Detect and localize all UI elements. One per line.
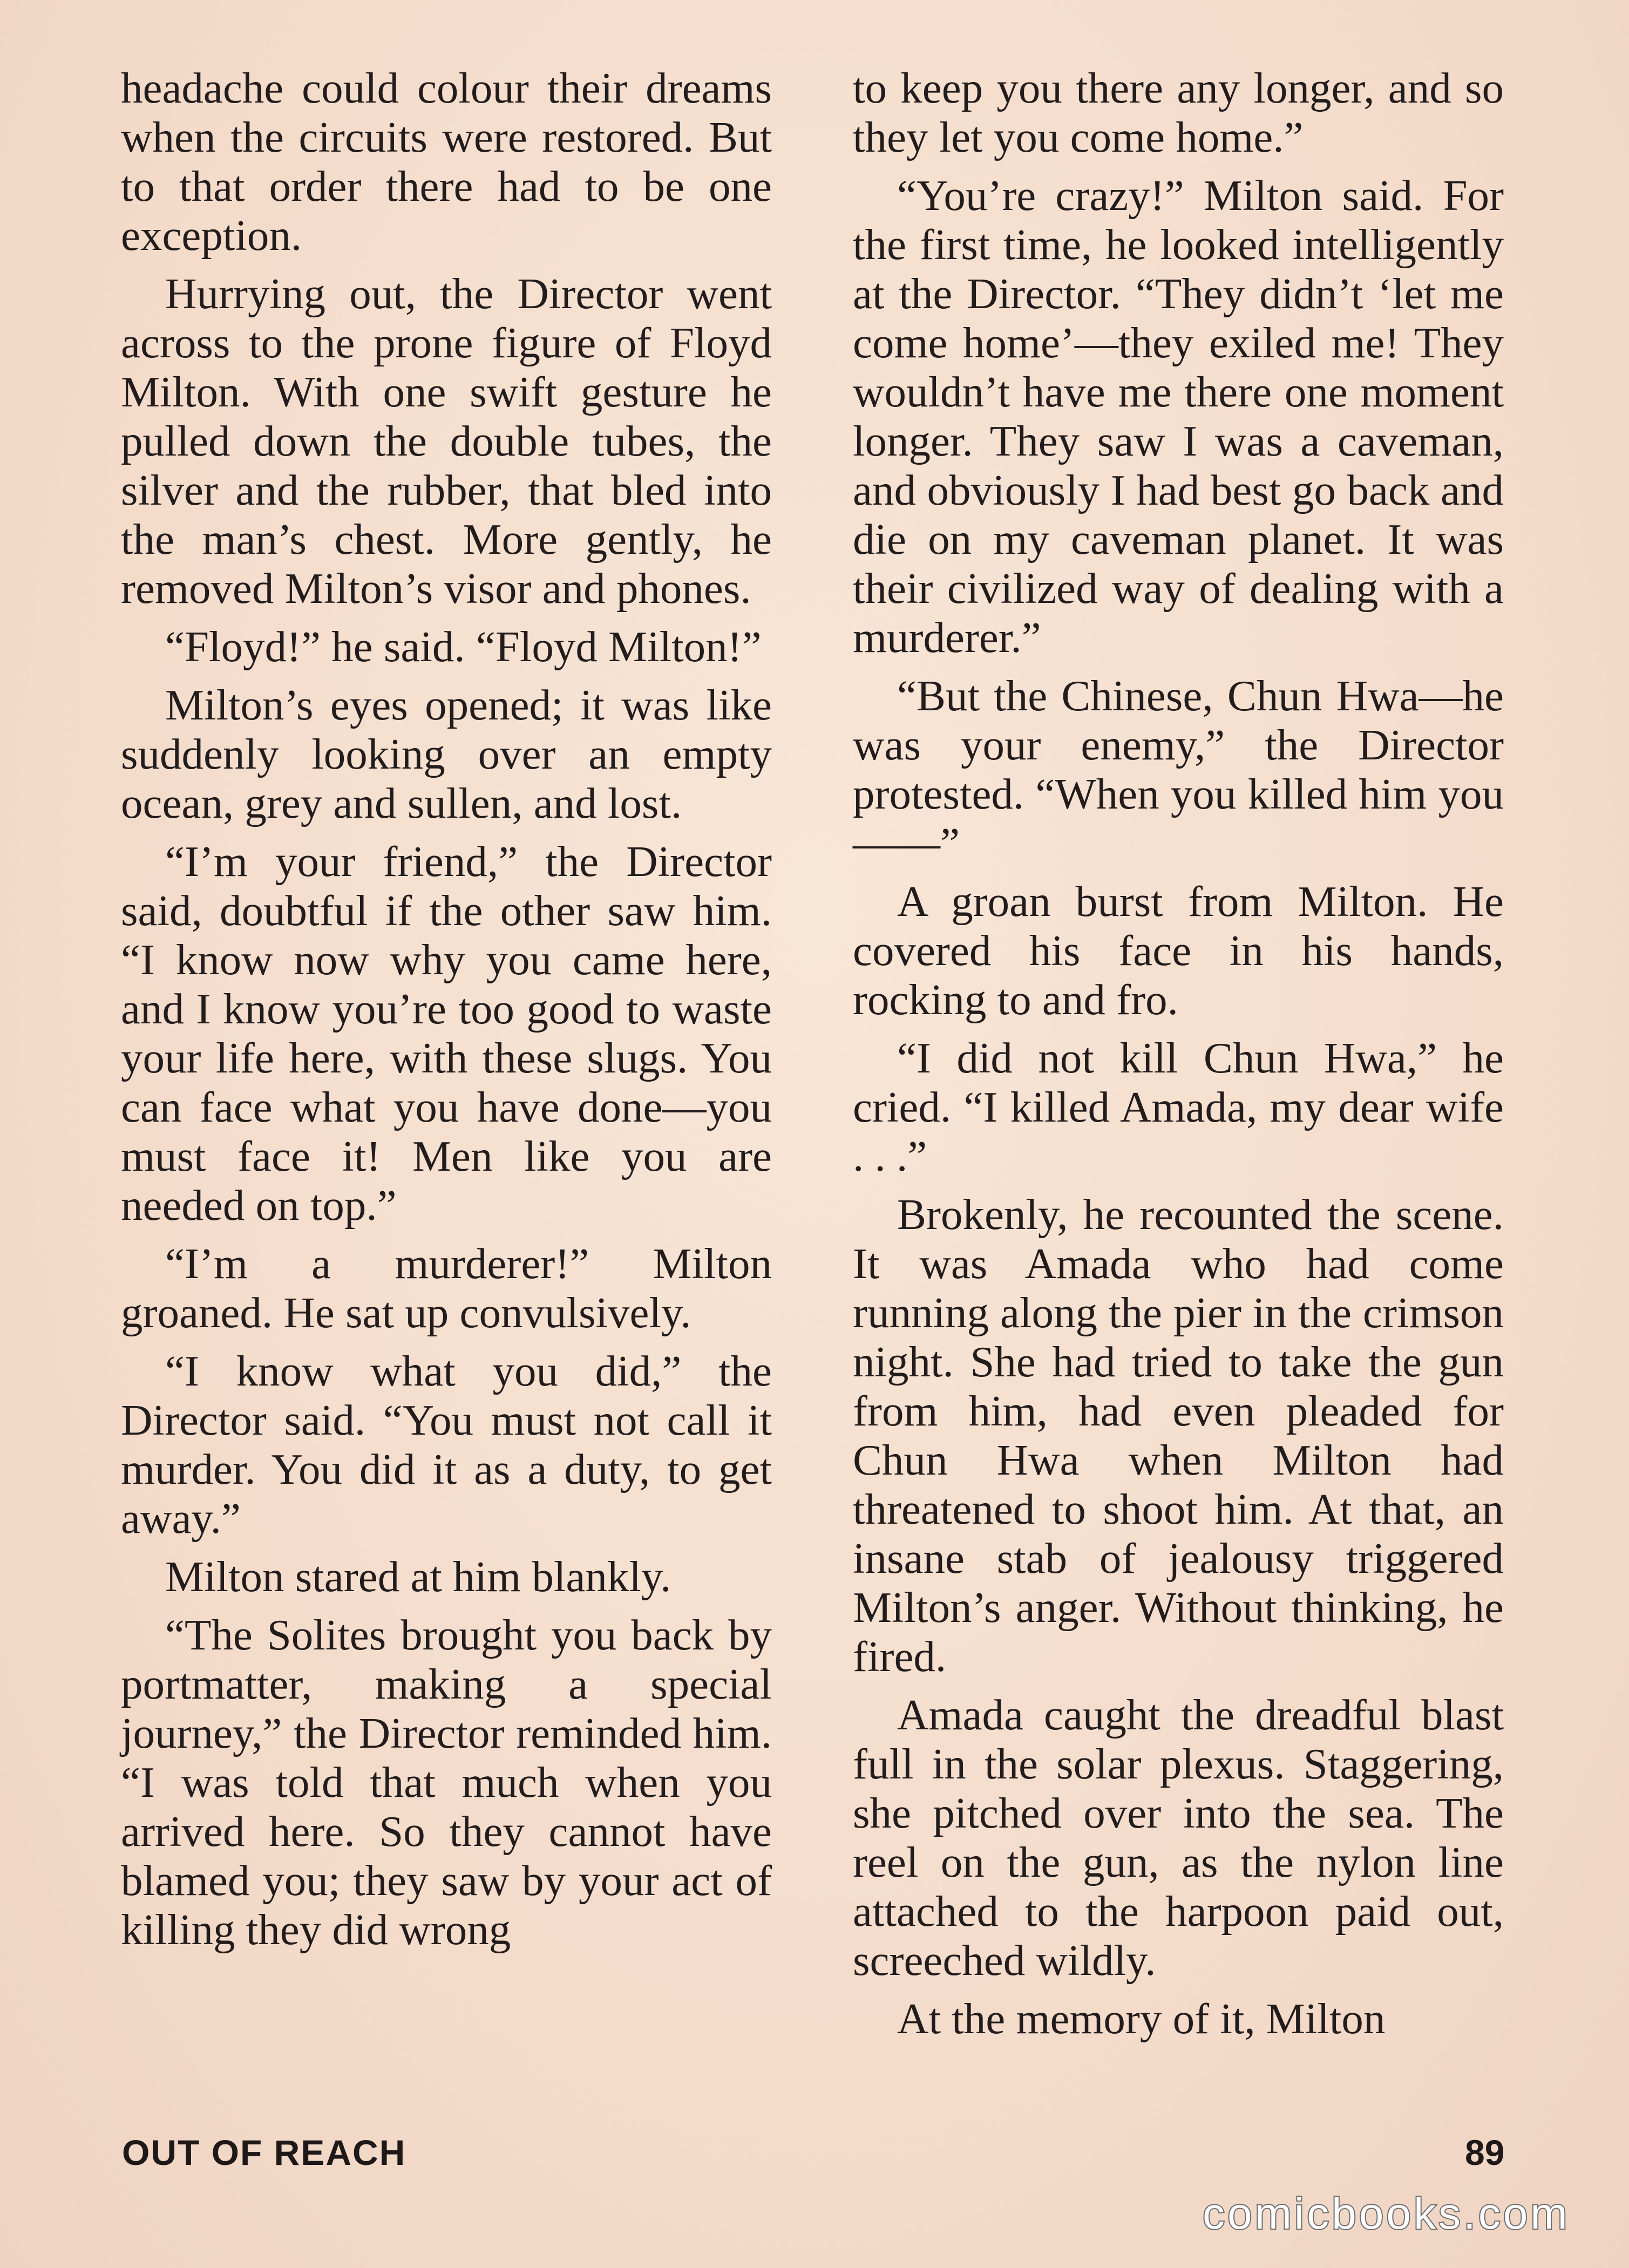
paragraph: “But the Chinese, Chun Hwa—he was your enemy,” the Director protested. “When you killed him you——” xyxy=(853,671,1504,867)
text-column-left xyxy=(121,64,772,1964)
paragraph: At the memory of it, Milton xyxy=(897,1994,1386,2043)
paragraph: to keep you there any longer, and so they let you come home.” xyxy=(853,64,1504,161)
paragraph: “I’m a murderer!” Milton groaned. He sat up convulsively. xyxy=(121,1239,772,1337)
site-watermark: comicbooks.com xyxy=(1203,2189,1570,2238)
paragraph: “I did not kill Chun Hwa,” he cried. “I killed Amada, my dear wife . . .” xyxy=(853,1034,1504,1180)
paragraph: “You’re crazy!” Milton said. For the first time, he looked intelligently at the Director. “They didn’t ‘let me come home’—they exiled me! They wouldn’t have me there one moment longer. They saw I was a caveman, and obviously I had best go back and die on my caveman planet. It was their civilized way of dealing with a murderer.” xyxy=(853,171,1504,662)
paragraph: Milton’s eyes opened; it was like suddenly looking over an empty ocean, grey and sullen, and lost. xyxy=(121,681,772,827)
page-number: 89 xyxy=(1465,2133,1505,2172)
paragraph: “I’m your friend,” the Director said, doubtful if the other saw him. “I know now why you came here, and I know you’re too good to waste your life here, with these slugs. You can face what you have done—you must face it! Men like you are needed on top.” xyxy=(121,837,772,1230)
paragraph: “Floyd!” he said. “Floyd Milton!” xyxy=(165,622,762,671)
paragraph: “I know what you did,” the Director said. “You must not call it murder. You did it as a duty, to get away.” xyxy=(121,1347,772,1543)
paragraph: Hurrying out, the Director went across to the prone figure of Floyd Milton. With one swift gesture he pulled down the double tubes, the silver and the rubber, that bled into the man’s chest. More gently, he removed Milton’s visor and phones. xyxy=(121,269,772,613)
paragraph: headache could colour their dreams when the circuits were restored. But to that order there had to be one exception. xyxy=(121,64,772,260)
running-footer-title: OUT OF REACH xyxy=(122,2133,406,2172)
paragraph: A groan burst from Milton. He covered his face in his hands, rocking to and fro. xyxy=(853,877,1504,1024)
paragraph: “The Solites brought you back by portmatter, making a special journey,” the Director reminded him. “I was told that much when you arrived here. So they cannot have blamed you; they saw by your act of killing they did wrong xyxy=(121,1611,772,1954)
text-column-right xyxy=(853,64,1504,2053)
paragraph: Brokenly, he recounted the scene. It was Amada who had come running along the pier in the crimson night. She had tried to take the gun from him, had even pleaded for Chun Hwa when Milton had threatened to shoot him. At that, an insane stab of jealousy triggered Milton’s anger. Without thinking, he fired. xyxy=(853,1190,1504,1681)
paragraph: Amada caught the dreadful blast full in the solar plexus. Staggering, she pitched over into the sea. The reel on the gun, as the nylon line attached to the harpoon paid out, screeched wildly. xyxy=(853,1690,1504,1985)
paragraph: Milton stared at him blankly. xyxy=(165,1552,671,1601)
